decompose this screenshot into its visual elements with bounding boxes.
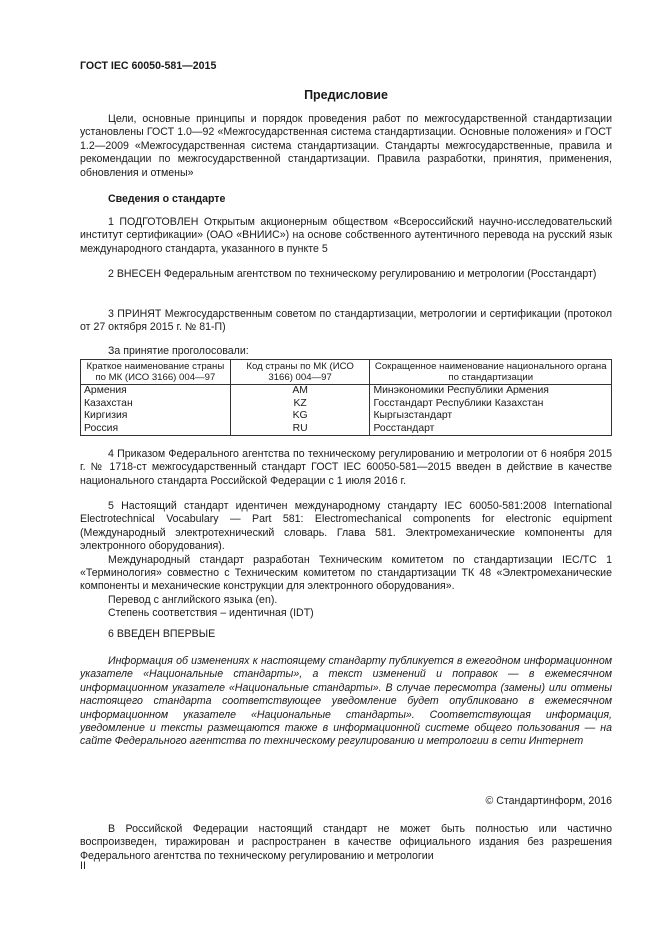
item-6-block bbox=[80, 628, 612, 641]
table-cell-code: KZ bbox=[230, 398, 370, 411]
vote-table-header-country: Краткое наименование страны по МК (ИСО 3166) 004—97 bbox=[81, 360, 231, 385]
table-row bbox=[81, 398, 612, 411]
item-1-block bbox=[80, 216, 612, 256]
notice-block bbox=[80, 655, 612, 749]
table-row bbox=[81, 423, 612, 436]
document-page bbox=[80, 0, 612, 935]
vote-table-header-body: Сокращенное наименование национального органа по стандартизации bbox=[370, 360, 612, 385]
item-5-translation-paragraph: Перевод с английского языка (en). bbox=[108, 593, 278, 606]
table-cell-code: KG bbox=[230, 410, 370, 423]
table-cell-code: RU bbox=[230, 423, 370, 436]
notice-paragraph: Информация об изменениях к настоящему стандарту публикуется в ежегодном информационном указателе «Национальные стандарты», а текст изменений и поправок — в ежемесячном информационном указателе «Национальные стандарты». В случае пересмотра (замены) или отмены настоящего стандарта соответствующее уведомление будет опубликовано в ежемесячном информационном указателе «Национальные стандарты». Соответствующая информация, уведомление и тексты размещаются также в информационной системе общего пользования — на сайте Федерального агентства по техническому регулированию и метрологии в сети Интернет bbox=[80, 655, 612, 748]
item-2-paragraph: 2 ВНЕСЕН Федеральным агентством по техническому регулированию и метрологии (Росстандарт) bbox=[108, 268, 597, 280]
copyright: © Стандартинформ, 2016 bbox=[485, 795, 612, 807]
doc-code-header: ГОСТ IEC 60050-581—2015 bbox=[80, 60, 217, 72]
table-cell-country: Казахстан bbox=[81, 398, 231, 411]
table-cell-country: Армения bbox=[81, 385, 231, 398]
item-5-committee-paragraph: Международный стандарт разработан Техническим комитетом по стандартизации IEC/TC 1 «Терминология» совместно с Техническим комитетом по стандартизации ТК 48 «Электромеханические компоненты и механические конструкции для электронного оборудования». bbox=[80, 553, 612, 593]
item-5-conformity-paragraph: Степень соответствия – идентичная (IDT) bbox=[108, 607, 314, 620]
item-4-paragraph: 4 Приказом Федерального агентства по техническому регулированию и метрологии от 6 ноября 2015 г. № 1718-ст межгосударственный стандарт ГОСТ IEC 60050-581—2015 введен в действие в качестве национального стандарта Российской Федерации с 1 июля 2016 г. bbox=[80, 448, 612, 487]
intro-paragraph: Цели, основные принципы и порядок проведения работ по межгосударственной стандартизации установлены ГОСТ 1.0—92 «Межгосударственная система стандартизации. Основные положения» и ГОСТ 1.2—2009 «Межгосударственная система стандартизации. Стандарты межгосударственные, правила и рекомендации по межгосударственной стандартизации. Правила разработки, принятия, применения, обновления и отмены» bbox=[80, 113, 612, 179]
page-title: Предисловие bbox=[304, 88, 388, 102]
vote-label: За принятие проголосовали: bbox=[108, 345, 249, 357]
table-cell-body: Росстандарт bbox=[370, 423, 612, 436]
section-title-block bbox=[80, 193, 612, 206]
vote-label-block bbox=[80, 345, 612, 358]
intro-block bbox=[80, 113, 612, 180]
table-cell-code: AM bbox=[230, 385, 370, 398]
table-cell-country: Киргизия bbox=[81, 410, 231, 423]
item-1-paragraph: 1 ПОДГОТОВЛЕН Открытым акционерным обществом «Всероссийский научно-исследовательский институт сертификации» (ОАО «ВНИИС») на основе собственного аутентичного перевода на русский язык международного стандарта, указанного в пункте 5 bbox=[80, 216, 612, 255]
table-cell-body: Минэкономики Республики Армения bbox=[370, 385, 612, 398]
item-3-paragraph: 3 ПРИНЯТ Межгосударственным советом по стандартизации, метрологии и сертификации (протокол от 27 октября 2015 г. № 81-П) bbox=[80, 308, 612, 334]
table-cell-body: Кыргызстандарт bbox=[370, 410, 612, 423]
table-cell-country: Россия bbox=[81, 423, 231, 436]
item-2-block bbox=[80, 268, 612, 281]
table-row bbox=[81, 410, 612, 423]
item-5-block bbox=[80, 500, 612, 621]
page-number: II bbox=[80, 860, 86, 872]
item-3-block bbox=[80, 308, 612, 335]
table-row bbox=[81, 385, 612, 398]
table-cell-body: Госстандарт Республики Казахстан bbox=[370, 398, 612, 411]
item-6-paragraph: 6 ВВЕДЕН ВПЕРВЫЕ bbox=[108, 628, 216, 640]
vote-table bbox=[80, 359, 612, 436]
rights-block bbox=[80, 823, 612, 863]
item-5-paragraph: 5 Настоящий стандарт идентичен международному стандарту IEC 60050-581:2008 International Electrotechnical Vocabulary — Part 581: Electromechanical components for electronic equipment (Международный электротехнический словарь. Глава 581. Электромеханические компоненты для электронного оборудования). bbox=[80, 500, 612, 553]
item-4-block bbox=[80, 448, 612, 488]
vote-table-header-row bbox=[81, 360, 612, 385]
rights-paragraph: В Российской Федерации настоящий стандарт не может быть полностью или частично воспроизведен, тиражирован и распространен в качестве официального издания без разрешения Федерального агентства по техническому регулированию и метрологии bbox=[80, 823, 612, 862]
section-title: Сведения о стандарте bbox=[108, 193, 226, 205]
vote-table-header-code: Код страны по МК (ИСО 3166) 004—97 bbox=[230, 360, 370, 385]
